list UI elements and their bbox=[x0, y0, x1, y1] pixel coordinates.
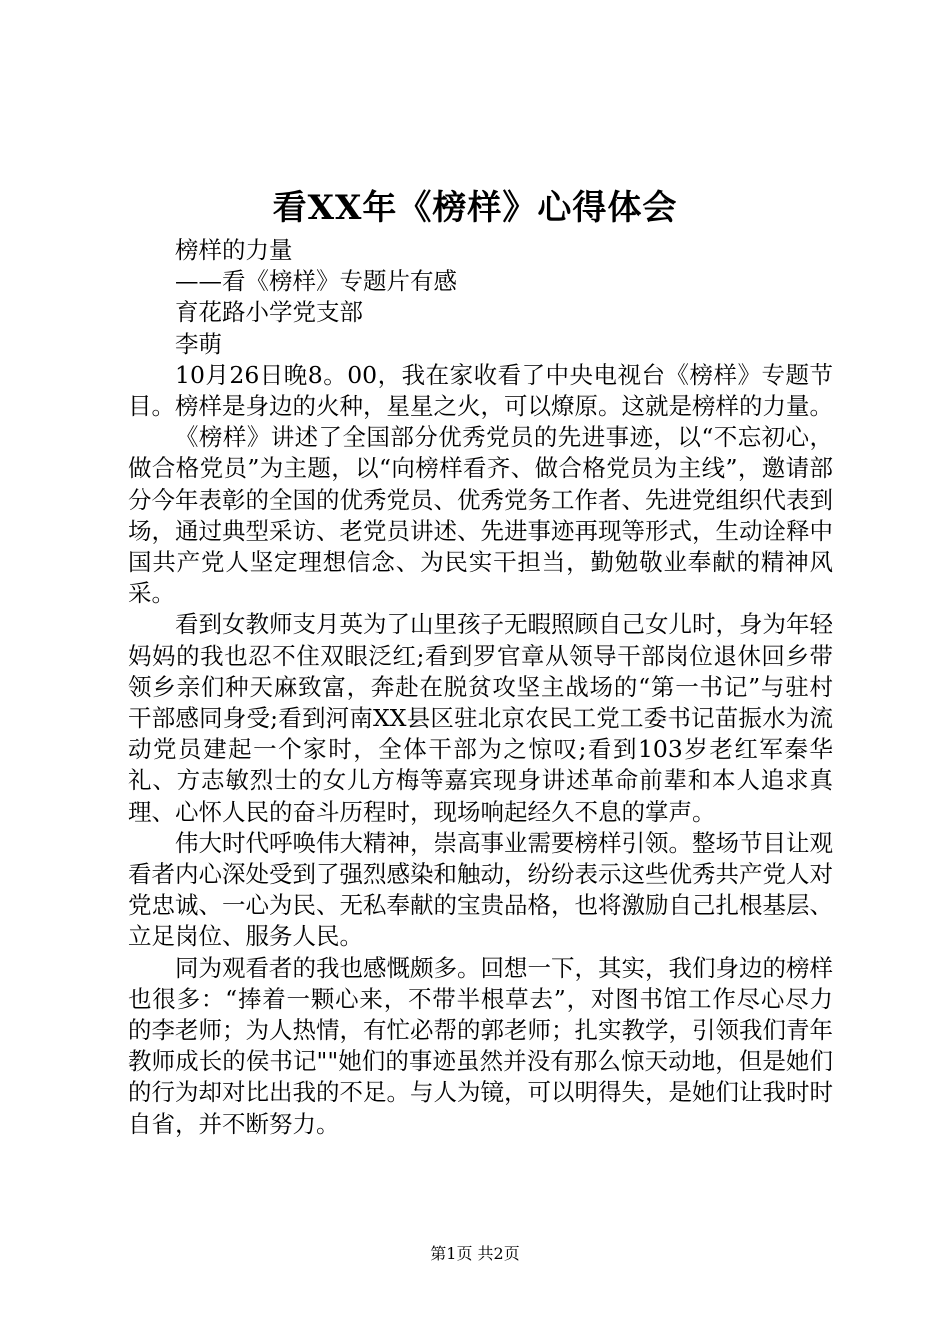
page-footer: 第1页 共2页 bbox=[430, 1244, 520, 1263]
author-organization: 育花路小学党支部 bbox=[175, 298, 363, 327]
paragraph: 看到女教师支月英为了山里孩子无暇照顾自己女儿时，身为年轻妈妈的我也忍不住双眼泛红;看到罗官章从领导干部岗位退休回乡带领乡亲们种天麻致富，奔赴在脱贫攻坚主战场的“第一书记”与驻村干部感同身受;看到河南XX县区驻北京农民工党工委书记苗振水为流动党员建起一个家时，全体干部为之惊叹;看到103岁老红军秦华礼、方志敏烈士的女儿方梅等嘉宾现身讲述革命前辈和本人追求真理、心怀人民的奋斗历程时，现场响起经久不息的掌声。 bbox=[128, 610, 833, 826]
paragraph: 《榜样》讲述了全国部分优秀党员的先进事迹，以“不忘初心，做合格党员”为主题，以“向榜样看齐、做合格党员为主线”，邀请部分今年表彰的全国的优秀党员、优秀党务工作者、先进党组织代表到场，通过典型采访、老党员讲述、先进事迹再现等形式，生动诠释中国共产党人坚定理想信念、为民实干担当，勤勉敬业奉献的精神风采。 bbox=[128, 423, 833, 608]
document-title: 看XX年《榜样》心得体会 bbox=[272, 188, 678, 228]
paragraph: 10月26日晚8。00，我在家收看了中央电视台《榜样》专题节目。榜样是身边的火种，星星之火，可以燎原。这就是榜样的力量。 bbox=[128, 360, 833, 421]
subtitle-line: 榜样的力量 bbox=[175, 236, 293, 264]
paragraph: 同为观看者的我也感慨颇多。回想一下，其实，我们身边的榜样也很多：“捧着一颗心来，不带半根草去”，对图书馆工作尽心尽力的李老师；为人热情，有忙必帮的郭老师；扎实教学，引领我们青年教师成长的侯书记""她们的事迹虽然并没有那么惊天动地，但是她们的行为却对比出我的不足。与人为镜，可以明得失，是她们让我时时自省，并不断努力。 bbox=[128, 953, 833, 1138]
paragraph: 伟大时代呼唤伟大精神，崇高事业需要榜样引领。整场节目让观看者内心深处受到了强烈感染和触动，纷纷表示这些优秀共产党人对党忠诚、一心为民、无私奉献的宝贵品格，也将激励自己扎根基层、立足岗位、服务人民。 bbox=[128, 828, 833, 951]
document-body bbox=[128, 235, 833, 1140]
author-name: 李萌 bbox=[175, 329, 222, 358]
subtitle-line: ——看《榜样》专题片有感 bbox=[175, 267, 457, 296]
